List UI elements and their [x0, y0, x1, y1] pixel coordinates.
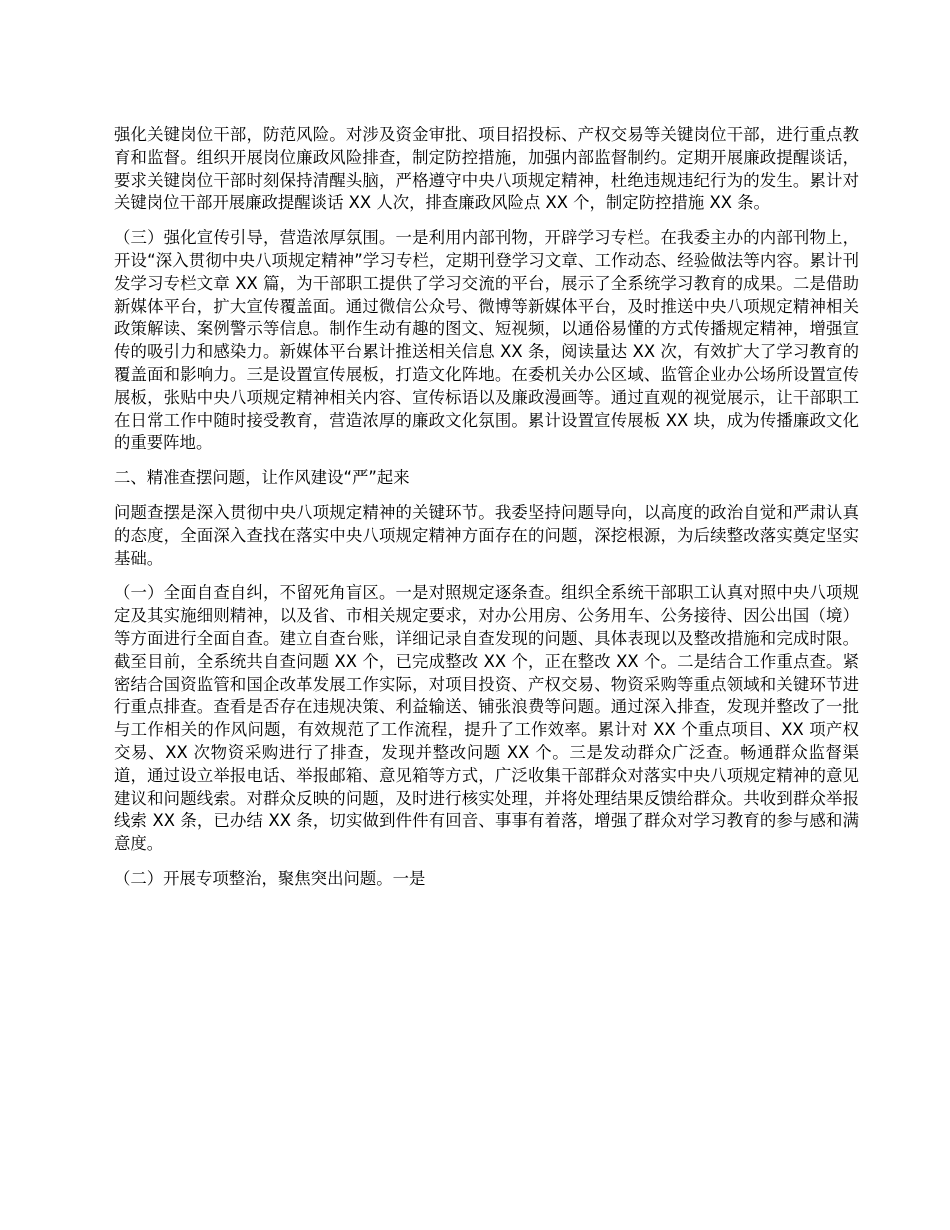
- paragraph-problem-finding-intro: 问题查摆是深入贯彻中央八项规定精神的关键环节。我委坚持问题导向，以高度的政治自觉和严肃认真的态度，全面深入查找在落实中央八项规定精神方面存在的问题，深挖根源，为后续整改落实奠定坚实基础。: [114, 502, 859, 568]
- section-heading: 二、精准查摆问题，让作风建设“严”起来: [114, 468, 410, 488]
- paragraph-self-inspection: （一）全面自查自纠，不留死角盲区。一是对照规定逐条查。组织全系统干部职工认真对照中央八项规定及其实施细则精神，以及省、市相关规定要求，对办公用房、公务用车、公务接待、因公出国（境）等方面进行全面自查。建立自查台账，详细记录自查发现的问题、具体表现以及整改措施和完成时限。截至目前，全系统共自查问题 XX 个，已完成整改 XX 个，正在整改 XX 个。二是结合工作重点查。紧密结合国资监管和国企改革发展工作实际，对项目投资、产权交易、物资采购等重点领域和关键环节进行重点排查。查看是否存在违规决策、利益输送、铺张浪费等问题。通过深入排查，发现并整改了一批与工作相关的作风问题，有效规范了工作流程，提升了工作效率。累计对 XX 个重点项目、XX 项产权交易、XX 次物资采购进行了排查，发现并整改问题 XX 个。三是发动群众广泛查。畅通群众监督渠道，通过设立举报电话、举报邮箱、意见箱等方式，广泛收集干部群众对落实中央八项规定精神的意见建议和问题线索。对群众反映的问题，及时进行核实处理，并将处理结果反馈给群众。共收到群众举报线索 XX 条，已办结 XX 条，切实做到件件有回音、事事有着落，增强了群众对学习教育的参与感和满意度。: [114, 583, 859, 854]
- document-body: [114, 124, 859, 903]
- paragraph-publicity-guidance: （三）强化宣传引导，营造浓厚氛围。一是利用内部刊物，开辟学习专栏。在我委主办的内部刊物上，开设“深入贯彻中央八项规定精神”学习专栏，定期刊登学习文章、工作动态、经验做法等内容。累计刊发学习专栏文章 XX 篇，为干部职工提供了学习交流的平台，展示了全系统学习教育的成果。二是借助新媒体平台，扩大宣传覆盖面。通过微信公众号、微博等新媒体平台，及时推送中央八项规定精神相关政策解读、案例警示等信息。制作生动有趣的图文、短视频，以通俗易懂的方式传播规定精神，增强宣传的吸引力和感染力。新媒体平台累计推送相关信息 XX 条，阅读量达 XX 次，有效扩大了学习教育的覆盖面和影响力。三是设置宣传展板，打造文化阵地。在委机关办公区域、监管企业办公场所设置宣传展板，张贴中央八项规定精神相关内容、宣传标语以及廉政漫画等。通过直观的视觉展示，让干部职工在日常工作中随时接受教育，营造浓厚的廉政文化氛围。累计设置宣传展板 XX 块，成为传播廉政文化的重要阵地。: [114, 228, 859, 453]
- paragraph-key-positions: 强化关键岗位干部，防范风险。对涉及资金审批、项目招投标、产权交易等关键岗位干部，进行重点教育和监督。组织开展岗位廉政风险排查，制定防控措施，加强内部监督制约。定期开展廉政提醒谈话，要求关键岗位干部时刻保持清醒头脑，严格遵守中央八项规定精神，杜绝违规违纪行为的发生。累计对关键岗位干部开展廉政提醒谈话 XX 人次，排查廉政风险点 XX 个，制定防控措施 XX 条。: [114, 125, 859, 213]
- paragraph-special-rectification: （二）开展专项整治，聚焦突出问题。一是: [114, 868, 426, 888]
